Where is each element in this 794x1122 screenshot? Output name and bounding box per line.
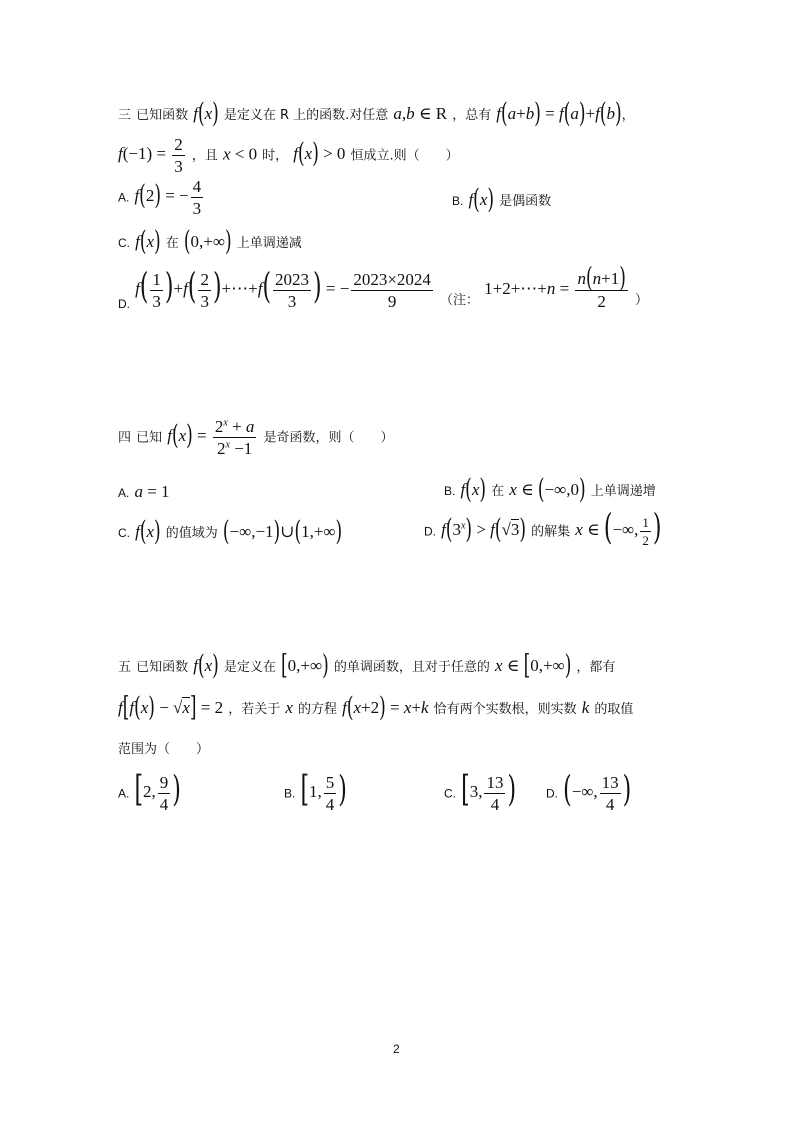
q5-text-l2-2: 的方程 xyxy=(297,702,337,717)
q4-text-1: 已知 xyxy=(136,430,163,446)
q5-option-c xyxy=(444,770,517,814)
q3-option-d xyxy=(118,262,648,311)
q3-option-a-math: f(2) = − $\frac{4}{3}$ xyxy=(134,177,202,218)
q3-line2 xyxy=(118,136,459,175)
q5-text-l3: 范围为（ ） xyxy=(118,742,210,757)
q4-option-d-ineq: $f(3^x) > f(√3)$ xyxy=(441,514,527,547)
q3-option-c-fx: f(x) xyxy=(135,226,161,258)
q4-option-a-label: A. xyxy=(118,486,130,500)
q5-math-x-in: x ∈ [0,+∞) xyxy=(494,650,572,682)
q3-text-cond: ，且 xyxy=(191,148,218,164)
q3-option-b-math: f(x) xyxy=(468,184,494,216)
q3-math-f-minus1: f(−1) = $\frac{2}{3}$ xyxy=(118,135,183,176)
q3-math-x-neg: x < 0 xyxy=(222,144,258,164)
q5-math-fx: f(x) xyxy=(193,650,219,682)
q5-option-b-label: B. xyxy=(284,786,296,801)
q4-number: 四 xyxy=(118,430,132,446)
q3-text-end: 恒成立.则（ ） xyxy=(350,148,459,164)
q5-number: 五 xyxy=(118,660,132,675)
q3-option-c-interval: (0,+∞) xyxy=(183,226,232,258)
q3-text-time: 时， xyxy=(262,148,289,164)
q5-text-l2-3: 恰有两个实数根，则实数 xyxy=(433,702,577,717)
q3-text-1: 已知函数 xyxy=(136,108,189,123)
q3-option-a xyxy=(118,178,205,217)
q4-option-b-interval: x ∈ (−∞,0) xyxy=(509,474,586,506)
q3-option-c-in: 在 xyxy=(165,236,179,251)
q5-math-k: k xyxy=(581,698,590,717)
q5-text-4: ，都有 xyxy=(576,660,616,675)
q5-line1 xyxy=(118,650,616,682)
q5-math-equation: f(x+2) = x+k xyxy=(342,692,429,724)
q5-option-a xyxy=(118,770,181,814)
q3-math-additive: f(a+b) = f(a)+f(b) xyxy=(496,98,622,130)
q4-line1 xyxy=(118,418,394,457)
q4-option-c xyxy=(118,516,343,548)
q5-option-c-label: C. xyxy=(444,786,456,801)
q3-math-fx-pos: f(x) > 0 xyxy=(293,138,346,171)
q4-option-d-label: D. xyxy=(424,524,436,539)
q5-option-a-math: [2, $\frac{9}{4}$ ) xyxy=(134,770,181,814)
q5-option-b-math: [1, $\frac{5}{4}$ ) xyxy=(300,770,347,814)
page-number: 2 xyxy=(393,1042,400,1056)
q3-math-ab: a,b ∈ R xyxy=(393,104,448,123)
q5-option-d-math: (−∞, $\frac{13}{4}$ ) xyxy=(563,770,632,814)
q3-option-a-label: A. xyxy=(118,190,130,205)
q5-option-a-label: A. xyxy=(118,786,130,801)
q5-text-3: 的单调函数，且对于任意的 xyxy=(333,660,490,675)
q3-option-b-label: B. xyxy=(452,194,464,208)
q4-option-d xyxy=(424,508,662,549)
q4-option-c-label: C. xyxy=(118,526,130,540)
q5-option-d xyxy=(546,770,632,814)
q5-math-domain: [0,+∞) xyxy=(280,650,329,682)
q4-option-a xyxy=(118,482,170,502)
q3-option-d-label: D. xyxy=(118,296,130,311)
q4-option-c-text: 的值域为 xyxy=(165,526,218,541)
q3-line1: 三 已知函数 f(x) 是定义在 R 上的函数.对任意 a,b ∈ R ，总有 f(a+b) = f(a)+f(b)， xyxy=(118,98,635,130)
q5-option-c-math: [3, $\frac{13}{4}$ ) xyxy=(461,770,517,814)
q5-option-b xyxy=(284,770,347,814)
q5-option-d-label: D. xyxy=(546,786,558,801)
q3-note-math: 1+2+⋯+n = $\frac{n(n+1)}{2}$ xyxy=(484,262,626,311)
q4-option-b-text: 上单调递增 xyxy=(590,484,656,499)
q5-math-x: x xyxy=(285,698,293,717)
q4-option-b-fx: f(x) xyxy=(460,474,486,506)
q3-note-close: ） xyxy=(634,292,648,308)
q4-option-c-fx: f(x) xyxy=(135,516,161,548)
q5-text-1: 已知函数 xyxy=(136,660,189,675)
q4-option-d-text: 的解集 xyxy=(531,524,571,540)
q3-note-open: （注： xyxy=(440,292,480,308)
q4-math-def: f(x) = $\frac{2^x + a}{2^x -1}$ xyxy=(167,417,255,458)
q4-option-b-label: B. xyxy=(444,484,456,498)
q3-text-3: ，总有 xyxy=(452,108,492,123)
q3-text-2: 是定义在 R 上的函数.对任意 xyxy=(223,108,389,123)
q3-option-c-text: 上单调递减 xyxy=(236,236,302,251)
q5-math-functional: f[f(x) − √x] = 2 xyxy=(118,692,224,724)
q3-option-b xyxy=(452,184,552,216)
q5-text-2: 是定义在 xyxy=(223,660,276,675)
q3-option-c xyxy=(118,226,302,258)
q5-line2 xyxy=(118,692,634,724)
q3-math-fx: f(x) xyxy=(193,98,219,130)
q3-option-c-label: C. xyxy=(118,236,130,250)
q4-option-b xyxy=(444,474,656,506)
q3-option-b-text: 是偶函数 xyxy=(499,194,552,209)
q3-number: 三 xyxy=(118,108,132,123)
q4-option-d-set: x ∈ (−∞, $\frac{1}{2}$ ) xyxy=(575,508,662,549)
q4-text-2: 是奇函数，则（ ） xyxy=(263,430,394,446)
q4-option-a-math: a = 1 xyxy=(134,482,170,501)
q5-text-l2-1: ，若关于 xyxy=(228,702,281,717)
q4-option-c-range: (−∞,−1)∪(1,+∞) xyxy=(222,516,343,548)
q5-line3 xyxy=(118,738,209,757)
q3-option-d-math: f( $\frac{1}{3}$ )+f( $\frac{2}{3}$ )+⋯+f( $\frac{2023}{3}$ ) = − $\frac{2023\times 2024}{9}$ xyxy=(135,267,431,311)
q4-option-b-in: 在 xyxy=(491,484,505,499)
q5-text-l2-4: 的取值 xyxy=(594,702,634,717)
